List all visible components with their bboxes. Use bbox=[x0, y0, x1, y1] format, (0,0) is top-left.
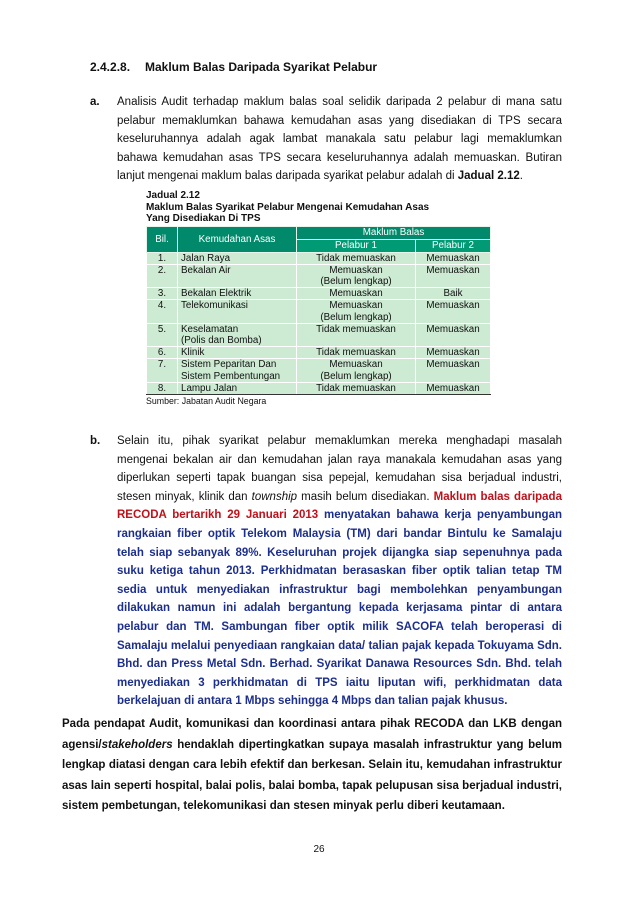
table-row bbox=[147, 288, 491, 300]
cell-investor-2-line: Memuaskan bbox=[426, 252, 480, 264]
cell-investor-1-line: (Belum lengkap) bbox=[320, 311, 392, 323]
cell-investor-1-line: Memuaskan bbox=[329, 359, 383, 371]
cell-facility-line: Lampu Jalan bbox=[181, 382, 238, 394]
cell-investor-1 bbox=[297, 347, 416, 359]
cell-bil: 3. bbox=[147, 288, 178, 300]
cell-facility bbox=[178, 323, 297, 346]
cell-investor-1-line: Tidak memuaskan bbox=[316, 347, 396, 359]
cell-investor-2 bbox=[416, 300, 491, 323]
cell-investor-2 bbox=[416, 288, 491, 300]
cell-facility-line: Bekalan Air bbox=[181, 264, 231, 276]
cell-bil: 2. bbox=[147, 264, 178, 287]
cell-investor-2-line: Memuaskan bbox=[426, 264, 480, 276]
table-row bbox=[147, 323, 491, 346]
section-number: 2.4.2.8. bbox=[90, 60, 131, 74]
cell-investor-1-line: Memuaskan bbox=[329, 288, 383, 300]
cell-investor-2 bbox=[416, 264, 491, 287]
cell-facility-line: Keselamatan bbox=[181, 323, 239, 335]
cell-facility-line: (Polis dan Bomba) bbox=[181, 334, 262, 346]
cell-investor-2 bbox=[416, 359, 491, 382]
section-title: Maklum Balas Daripada Syarikat Pelabur bbox=[145, 60, 378, 74]
table-row bbox=[147, 382, 491, 394]
table-2-12 bbox=[146, 190, 491, 406]
audit-opinion-2: hendaklah dipertingkatkan supaya masalah infrastruktur yang belum lengkap diatasi dengan cara lebih efektif dan berkesan. Selain itu, kemudahan infrastruktur asas lain seperti hospital, balai polis, balai bomba, tapak pelupusan sisa berjadual industri, sistem pembetungan, telekomunikasi dan stesen minyak perlu diberi keutamaan. bbox=[62, 738, 562, 812]
cell-facility bbox=[178, 252, 297, 264]
cell-investor-2 bbox=[416, 252, 491, 264]
paragraph-a bbox=[90, 93, 562, 186]
paragraph-b-text-1: Selain itu, pihak syarikat pelabur memaklumkan mereka menghadapi masalah mengenai bekalan air dan kemudahan jalan raya manakala kemudahan asas yang diperlukan seperti tapak buangan sisa pepejal, kemudahan sisa berjadual industri, stesen minyak, klinik dan bbox=[117, 435, 562, 503]
cell-investor-1-line: Tidak memuaskan bbox=[316, 252, 396, 264]
table-source: Sumber: Jabatan Audit Negara bbox=[146, 395, 267, 406]
cell-facility-line: Telekomunikasi bbox=[181, 300, 248, 312]
cell-investor-1 bbox=[297, 252, 416, 264]
cell-facility bbox=[178, 359, 297, 382]
cell-investor-2-line: Memuaskan bbox=[426, 347, 480, 359]
header-investor-2: Pelabur 2 bbox=[416, 239, 491, 252]
cell-investor-2-line: Memuaskan bbox=[426, 323, 480, 335]
cell-investor-2-line: Memuaskan bbox=[426, 300, 480, 312]
cell-bil: 7. bbox=[147, 359, 178, 382]
paragraph-b-italic: township bbox=[251, 490, 298, 503]
paragraph-b-marker: b. bbox=[90, 435, 101, 447]
paragraph-a-end: . bbox=[519, 170, 523, 183]
cell-investor-1-line: Tidak memuaskan bbox=[316, 323, 396, 335]
cell-investor-1 bbox=[297, 382, 416, 394]
cell-facility-line: Bekalan Elektrik bbox=[181, 288, 252, 300]
cell-investor-2 bbox=[416, 382, 491, 394]
recoda-response-lead: Maklum balas daripada RECODA bertarikh 29 Januari 2013 bbox=[117, 490, 562, 522]
cell-facility-line: Jalan Raya bbox=[181, 252, 231, 264]
section-heading bbox=[90, 60, 377, 74]
cell-facility bbox=[178, 264, 297, 287]
header-investor-1: Pelabur 1 bbox=[297, 239, 416, 252]
cell-bil: 6. bbox=[147, 347, 178, 359]
paragraph-b-text-2: masih belum disediakan. bbox=[297, 490, 434, 503]
table-body bbox=[147, 252, 491, 394]
cell-investor-1 bbox=[297, 359, 416, 382]
cell-facility bbox=[178, 300, 297, 323]
cell-bil: 8. bbox=[147, 382, 178, 394]
audit-opinion-1: Pada pendapat Audit, komunikasi dan koordinasi antara pihak RECODA dan LKB dengan agensi/ bbox=[62, 718, 562, 751]
cell-bil: 1. bbox=[147, 252, 178, 264]
feedback-table bbox=[146, 226, 491, 395]
paragraph-b bbox=[90, 432, 562, 711]
table-caption-title: Maklum Balas Syarikat Pelabur Mengenai Kemudahan Asas bbox=[146, 201, 430, 213]
cell-investor-1 bbox=[297, 323, 416, 346]
cell-investor-1 bbox=[297, 288, 416, 300]
cell-facility-line: Klinik bbox=[181, 347, 205, 359]
cell-facility bbox=[178, 347, 297, 359]
table-caption-number: Jadual 2.12 bbox=[146, 190, 200, 201]
table-row bbox=[147, 359, 491, 382]
table-reference: Jadual 2.12 bbox=[457, 170, 520, 183]
paragraph-a-marker: a. bbox=[90, 96, 100, 108]
paragraph-b-body bbox=[117, 432, 562, 711]
cell-investor-1-line: (Belum lengkap) bbox=[320, 275, 392, 287]
cell-investor-2-line: Memuaskan bbox=[426, 382, 480, 394]
cell-investor-2-line: Memuaskan bbox=[426, 359, 480, 371]
header-feedback: Maklum Balas bbox=[297, 226, 491, 239]
table-caption-subtitle: Yang Disediakan Di TPS bbox=[146, 213, 261, 224]
header-bil: Bil. bbox=[147, 226, 178, 252]
cell-facility-line: Sistem Pembentungan bbox=[181, 370, 281, 382]
cell-investor-1 bbox=[297, 300, 416, 323]
paragraph-a-body bbox=[117, 93, 562, 186]
cell-investor-1 bbox=[297, 264, 416, 287]
cell-bil: 4. bbox=[147, 300, 178, 323]
recoda-response-body: menyatakan bahawa kerja penyambungan rangkaian fiber optik Telekom Malaysia (TM) dari bandar Bintulu ke Samalaju telah siap sebanyak 89%. Keseluruhan projek dijangka siap sepenuhnya pada suku ketiga tahun 2013. Perkhidmatan berasaskan fiber optik talian tetap TM sedia untuk menyediakan infrastruktur bagi membolehkan penyambungan dilakukan namun ini adalah bergantung kepada kerjasama pintar di antara pelabur dan TM. Sambungan fiber optik milik SACOFA telah beroperasi di Samalaju melalui penyediaan rangkaian data/ talian pajak kepada Tokuyama Sdn. Bhd. dan Press Metal Sdn. Berhad. Syarikat Danawa Resources Sdn. Bhd. telah menyediakan 3 perkhidmatan di TPS iaitu liputan wifi, perkhidmatan data berkelajuan di antara 1 Mbps sehingga 4 Mbps dan talian pajak khusus. bbox=[117, 509, 562, 708]
paragraph-a-text: Analisis Audit terhadap maklum balas soal selidik daripada 2 pelabur di mana satu pelabur memaklumkan bahawa kemudahan asas yang disediakan di TPS secara keseluruhannya adalah agak lambat manakala satu pelabur lagi memaklumkan bahawa kemudahan asas TPS secara keseluruhannya adalah memuaskan. Butiran lanjut mengenai maklum balas daripada syarikat pelabur adalah di bbox=[117, 96, 562, 183]
audit-opinion bbox=[62, 714, 562, 817]
cell-investor-2-line: Baik bbox=[443, 288, 463, 300]
cell-investor-2 bbox=[416, 347, 491, 359]
cell-investor-1-line: (Belum lengkap) bbox=[320, 370, 392, 382]
page-number: 26 bbox=[313, 844, 325, 855]
audit-opinion-italic: stakeholders bbox=[101, 738, 173, 751]
cell-investor-1-line: Memuaskan bbox=[329, 300, 383, 312]
table-row bbox=[147, 347, 491, 359]
cell-facility-line: Sistem Peparitan Dan bbox=[181, 359, 277, 371]
cell-investor-2 bbox=[416, 323, 491, 346]
cell-facility bbox=[178, 382, 297, 394]
table-row bbox=[147, 264, 491, 287]
table-row bbox=[147, 252, 491, 264]
table-row bbox=[147, 300, 491, 323]
cell-bil: 5. bbox=[147, 323, 178, 346]
cell-facility bbox=[178, 288, 297, 300]
header-facility: Kemudahan Asas bbox=[178, 226, 297, 252]
cell-investor-1-line: Tidak memuaskan bbox=[316, 382, 396, 394]
cell-investor-1-line: Memuaskan bbox=[329, 264, 383, 276]
